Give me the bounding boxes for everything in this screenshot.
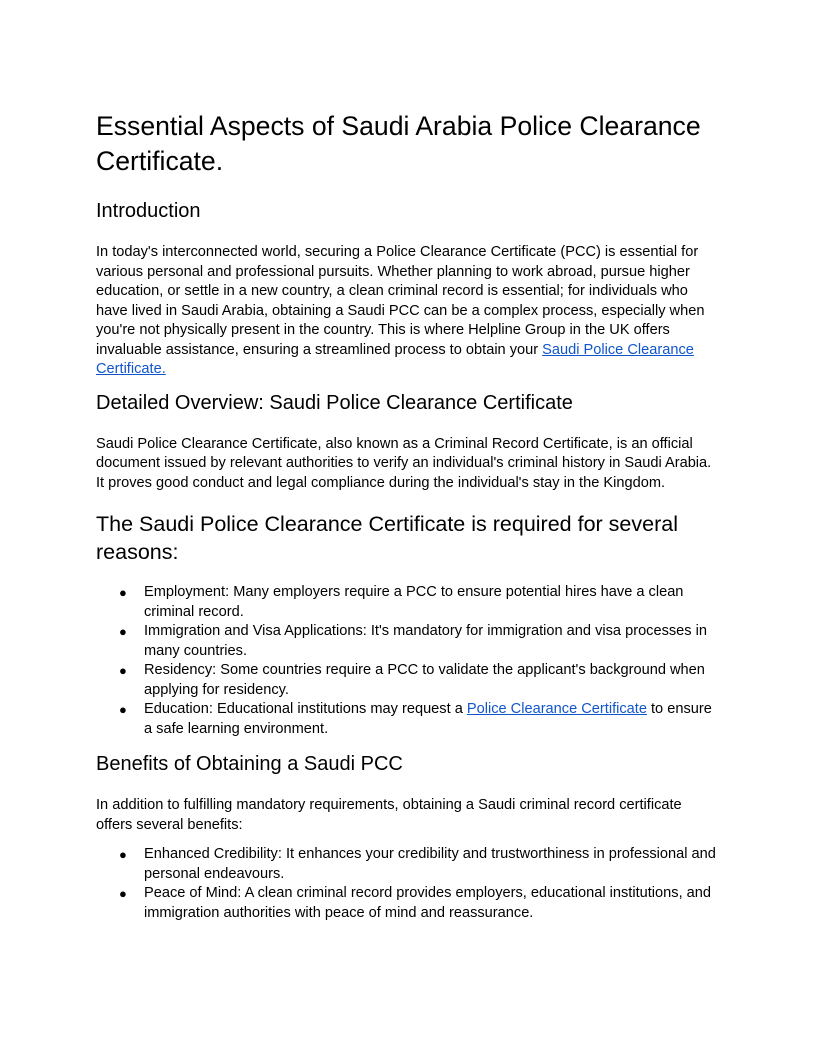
benefits-heading: Benefits of Obtaining a Saudi PCC — [96, 753, 403, 775]
saudi-pcc-link[interactable]: Saudi Police Clearance Certificate. — [96, 341, 694, 377]
benefits-list — [96, 845, 720, 923]
list-item-text: to ensure a safe learning environment. — [144, 701, 712, 737]
bullet-icon: ● — [119, 702, 127, 717]
list-item — [96, 884, 720, 923]
benefits-paragraph: In addition to fulfilling mandatory requirements, obtaining a Saudi criminal record certificate offers several benefits: — [96, 797, 682, 833]
list-item — [96, 845, 720, 884]
bullet-icon: ● — [119, 847, 127, 862]
bullet-icon: ● — [119, 886, 127, 901]
bullet-icon: ● — [119, 624, 127, 639]
list-item — [96, 622, 720, 661]
list-item-text: Enhanced Credibility: It enhances your credibility and trustworthiness in professional and personal endeavours. — [144, 846, 716, 882]
intro-paragraph — [96, 243, 720, 380]
list-item — [96, 583, 720, 622]
list-item-text: Education: Educational institutions may request a — [144, 701, 467, 717]
intro-heading: Introduction — [96, 200, 201, 222]
police-clearance-certificate-link[interactable]: Police Clearance Certificate — [466, 701, 647, 717]
bullet-icon: ● — [119, 585, 127, 600]
bullet-icon: ● — [119, 663, 127, 678]
reasons-heading: The Saudi Police Clearance Certificate is required for several reasons: — [96, 512, 678, 564]
document-title: Essential Aspects of Saudi Arabia Police Clearance Certificate. — [96, 111, 701, 176]
overview-heading: Detailed Overview: Saudi Police Clearance Certificate — [96, 391, 573, 414]
list-item-text: Residency: Some countries require a PCC to validate the applicant's background when applying for residency. — [144, 662, 705, 698]
reasons-list — [96, 583, 720, 739]
list-item-text: Employment: Many employers require a PCC to ensure potential hires have a clean criminal record. — [144, 584, 684, 620]
intro-text: In today's interconnected world, securing a Police Clearance Certificate (PCC) is essential for various personal and professional pursuits. Whether planning to work abroad, pursue higher education, or settle in a new country, a clean criminal record is essential; for individuals who have lived in Saudi Arabia, obtaining a Saudi PCC can be a complex process, especially when you're not physically present in the country. This is where Helpline Group in the UK offers invaluable assistance, ensuring a streamlined process to obtain your — [96, 244, 705, 358]
overview-paragraph: Saudi Police Clearance Certificate, also known as a Criminal Record Certificate, is an official document issued by relevant authorities to verify an individual's criminal history in Saudi Arabia. It proves good conduct and legal compliance during the individual's stay in the Kingdom. — [96, 435, 712, 491]
list-item-text: Peace of Mind: A clean criminal record provides employers, educational institutions, and immigration authorities with peace of mind and reassurance. — [144, 885, 712, 921]
list-item-text: Immigration and Visa Applications: It's mandatory for immigration and visa processes in many countries. — [144, 623, 708, 659]
list-item — [96, 661, 720, 700]
list-item — [96, 700, 720, 739]
